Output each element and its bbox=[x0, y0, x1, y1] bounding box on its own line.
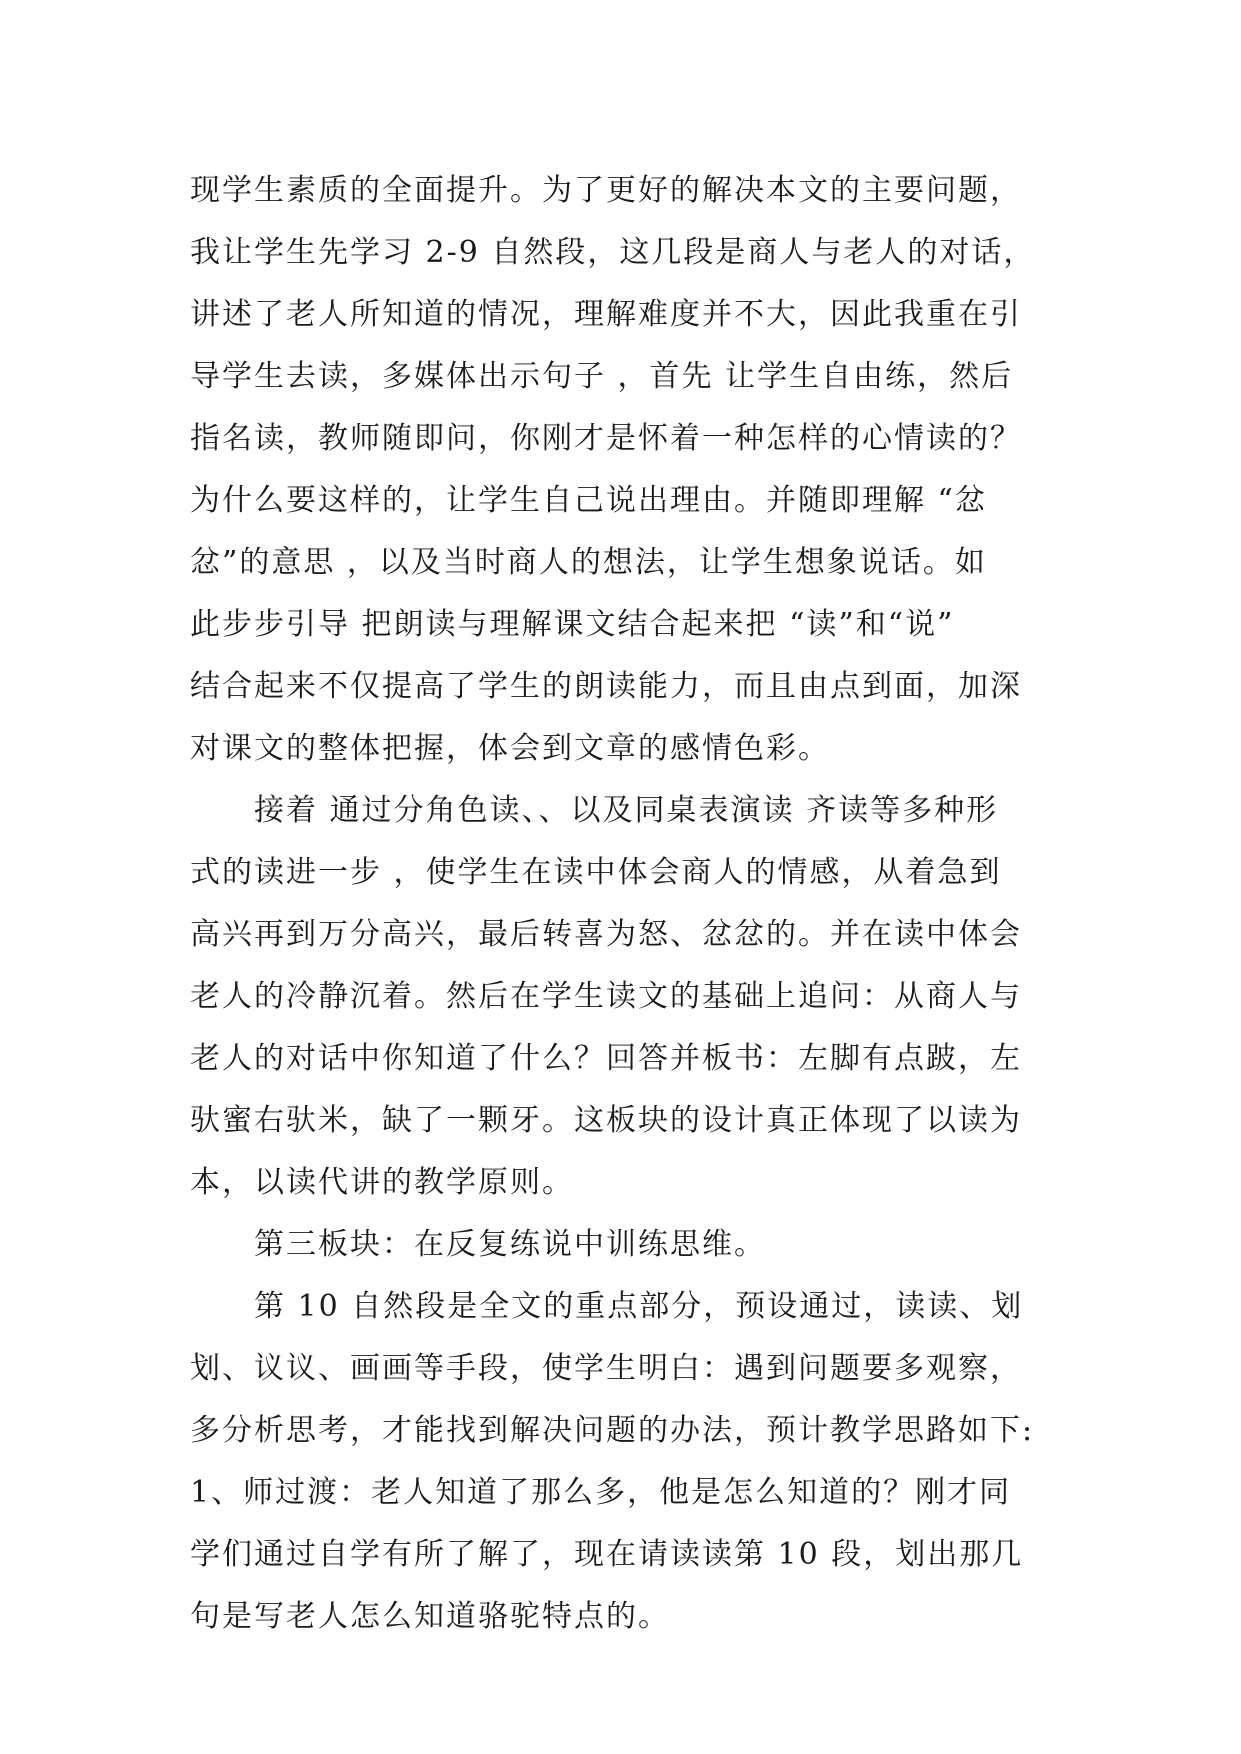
text-line: 结合起来不仅提高了学生的朗读能力，而且由点到面，加深 bbox=[190, 669, 1022, 704]
text-line: 忿”的意思 ，以及当时商人的想法，让学生想象说话。如 bbox=[190, 545, 987, 580]
text-line: 本，以读代讲的教学原则。 bbox=[190, 1165, 574, 1200]
text-line: 老人的冷静沉着。然后在学生读文的基础上追问：从商人与 bbox=[190, 979, 1022, 1014]
text-line: 划、议议、画画等手段，使学生明白：遇到问题要多观察， bbox=[190, 1351, 1022, 1386]
section-heading: 第三板块：在反复练说中训练思维。 bbox=[254, 1227, 766, 1262]
text-line: 多分析思考，才能找到解决问题的办法，预计教学思路如下: bbox=[190, 1413, 1035, 1448]
text-line: 驮蜜右驮米，缺了一颗牙。这板块的设计真正体现了以读为 bbox=[190, 1103, 1022, 1138]
text-line: 老人的对话中你知道了什么？回答并板书：左脚有点跛，左 bbox=[190, 1041, 1022, 1076]
text-line: 指名读，教师随即问，你刚才是怀着一种怎样的心情读的？ bbox=[190, 421, 1022, 456]
text-line: 第 10 自然段是全文的重点部分，预设通过，读读、划 bbox=[254, 1289, 1024, 1324]
text-line: 现学生素质的全面提升。为了更好的解决本文的主要问题， bbox=[190, 173, 1022, 208]
text-line: 对课文的整体把握，体会到文章的感情色彩。 bbox=[190, 731, 830, 766]
text-line: 接着 通过分角色读、、以及同桌表演读 齐读等多种形 bbox=[254, 793, 999, 828]
text-line: 学们通过自学有所了解了，现在请读读第 10 段，划出那几 bbox=[190, 1537, 1024, 1572]
text-line: 句是写老人怎么知道骆驼特点的。 bbox=[190, 1599, 670, 1634]
text-line: 式的读进一步 ，使学生在读中体会商人的情感，从着急到 bbox=[190, 855, 1002, 890]
text-line: 此步步引导 把朗读与理解课文结合起来把 “读”和“说” bbox=[190, 607, 955, 642]
text-line: 导学生去读，多媒体出示句子 ，首先 让学生自由练，然后 bbox=[190, 359, 1014, 394]
text-line: 1、师过渡：老人知道了那么多，他是怎么知道的？刚才同 bbox=[190, 1475, 1012, 1510]
text-line: 高兴再到万分高兴，最后转喜为怒、忿忿的。并在读中体会 bbox=[190, 917, 1022, 952]
text-line: 为什么要这样的，让学生自己说出理由。并随即理解 “忿 bbox=[190, 483, 987, 518]
document-body bbox=[190, 160, 1070, 1648]
text-line: 我让学生先学习 2-9 自然段，这几段是商人与老人的对话， bbox=[190, 235, 1036, 270]
text-line: 讲述了老人所知道的情况，理解难度并不大，因此我重在引 bbox=[190, 297, 1022, 332]
